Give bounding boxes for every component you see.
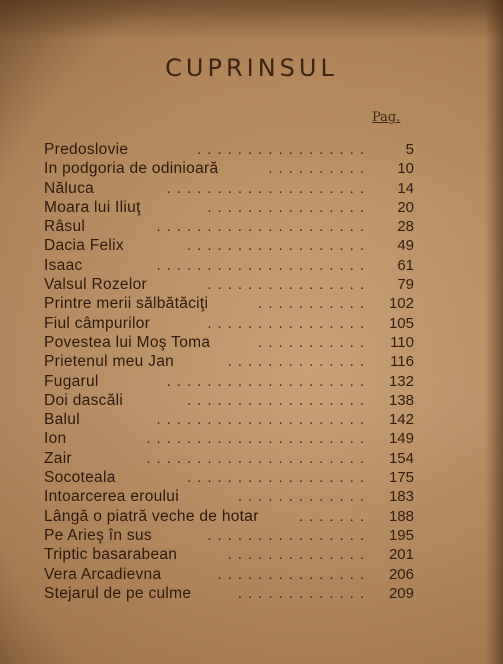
toc-entry — [44, 372, 414, 391]
dot-leader: ................ — [207, 314, 370, 332]
toc-entry — [44, 429, 414, 448]
dot-leader: .................. — [186, 391, 370, 409]
toc-entry-page: 138 — [388, 391, 414, 409]
toc-entry-page: 20 — [397, 198, 414, 216]
page-column-label: Pag. — [372, 110, 401, 125]
dot-leader: ............. — [237, 488, 370, 506]
page-top-shadow — [0, 0, 503, 40]
toc-entry-page: 175 — [388, 469, 414, 487]
toc-entry-page: 10 — [397, 160, 414, 178]
dot-leader: .................... — [166, 372, 370, 390]
dot-leader: ............. — [237, 584, 370, 602]
dot-leader: ........... — [258, 333, 370, 351]
toc-entry-title: Doi dascăli — [44, 391, 124, 409]
toc-entry-page: 79 — [397, 276, 414, 294]
toc-entry-page: 209 — [388, 584, 414, 602]
toc-entry-title: Zair — [44, 449, 72, 467]
toc-entry-page: 183 — [388, 488, 414, 506]
toc-entry-title: Moara lui Iliuţ — [44, 198, 141, 216]
toc-entry-title: Fiul câmpurilor — [44, 314, 151, 332]
toc-entry — [44, 179, 414, 198]
dot-leader: ................ — [207, 198, 370, 216]
toc-entry-page: 201 — [388, 546, 414, 564]
toc-entry-page: 195 — [388, 526, 414, 544]
dot-leader: ..................... — [156, 256, 370, 274]
toc-entry — [44, 468, 414, 487]
toc-entry-title: Vera Arcadievna — [44, 565, 162, 583]
toc-entry — [44, 294, 414, 313]
toc-entry-title: Fugarul — [44, 372, 99, 390]
dot-leader: .................. — [186, 469, 370, 487]
toc-entry-title: Ion — [44, 430, 67, 448]
table-of-contents — [44, 140, 414, 603]
toc-entry-page: 206 — [388, 565, 414, 583]
toc-entry — [44, 391, 414, 410]
dot-leader: ........... — [258, 295, 370, 313]
dot-leader: .................. — [186, 237, 370, 255]
toc-entry-title: Printre merii sălbătăciţi — [44, 295, 209, 313]
toc-entry-title: Isaac — [44, 256, 83, 274]
toc-entry-page: 142 — [388, 411, 414, 429]
toc-entry — [44, 314, 414, 333]
toc-entry-title: Lângă o piatră veche de hotar — [44, 507, 259, 525]
dot-leader: ................ — [207, 526, 370, 544]
toc-entry-title: Stejarul de pe culme — [44, 584, 192, 602]
toc-entry — [44, 545, 414, 564]
toc-entry — [44, 449, 414, 468]
toc-entry-title: Povestea lui Moş Toma — [44, 333, 211, 351]
toc-entry-page: 14 — [397, 179, 414, 197]
toc-entry — [44, 140, 414, 159]
toc-entry — [44, 275, 414, 294]
dot-leader: .............. — [227, 546, 370, 564]
dot-leader: ................ — [207, 276, 370, 294]
toc-entry-title: In podgoria de odinioară — [44, 160, 219, 178]
dot-leader: ..................... — [156, 218, 370, 236]
toc-entry — [44, 410, 414, 429]
page-title: CUPRINSUL — [165, 54, 338, 82]
toc-entry-page: 132 — [388, 372, 414, 390]
dot-leader: ............... — [217, 565, 370, 583]
toc-entry-page: 61 — [397, 256, 414, 274]
toc-entry-title: Râsul — [44, 218, 86, 236]
toc-entry-page: 149 — [388, 430, 414, 448]
toc-entry — [44, 584, 414, 603]
toc-entry-title: Socoteala — [44, 469, 116, 487]
toc-entry — [44, 236, 414, 255]
dot-leader: .......... — [268, 160, 370, 178]
page-edge-shadow — [485, 0, 503, 664]
toc-entry — [44, 526, 414, 545]
toc-entry-title: Intoarcerea eroului — [44, 488, 179, 506]
dot-leader: ...................... — [146, 430, 370, 448]
toc-entry-page: 105 — [388, 314, 414, 332]
toc-entry-title: Pe Arieş în sus — [44, 526, 152, 544]
toc-entry — [44, 352, 414, 371]
dot-leader: .................... — [166, 179, 370, 197]
toc-entry-title: Dacia Felix — [44, 237, 124, 255]
toc-entry — [44, 507, 414, 526]
toc-entry-page: 49 — [397, 237, 414, 255]
toc-entry-title: Predoslovie — [44, 141, 129, 158]
toc-entry — [44, 217, 414, 236]
dot-leader: ....... — [298, 507, 370, 525]
toc-entry-page: 102 — [388, 295, 414, 313]
toc-entry-page: 110 — [390, 333, 414, 351]
toc-entry-page: 5 — [405, 141, 414, 158]
toc-entry-title: Triptic basarabean — [44, 546, 178, 564]
toc-entry — [44, 487, 414, 506]
toc-entry — [44, 198, 414, 217]
toc-entry-title: Balul — [44, 411, 80, 429]
toc-entry — [44, 159, 414, 178]
toc-entry — [44, 333, 414, 352]
toc-entry-title: Năluca — [44, 179, 95, 197]
toc-entry — [44, 565, 414, 584]
toc-entry-title: Prietenul meu Jan — [44, 353, 175, 371]
toc-entry — [44, 256, 414, 275]
dot-leader: ...................... — [146, 449, 370, 467]
toc-entry-page: 116 — [390, 353, 414, 371]
toc-entry-title: Valsul Rozelor — [44, 276, 147, 294]
dot-leader: .............. — [227, 353, 370, 371]
dot-leader: ................. — [197, 141, 370, 158]
toc-entry-page: 28 — [397, 218, 414, 236]
dot-leader: ..................... — [156, 411, 370, 429]
toc-entry-page: 154 — [388, 449, 414, 467]
toc-entry-page: 188 — [388, 507, 414, 525]
